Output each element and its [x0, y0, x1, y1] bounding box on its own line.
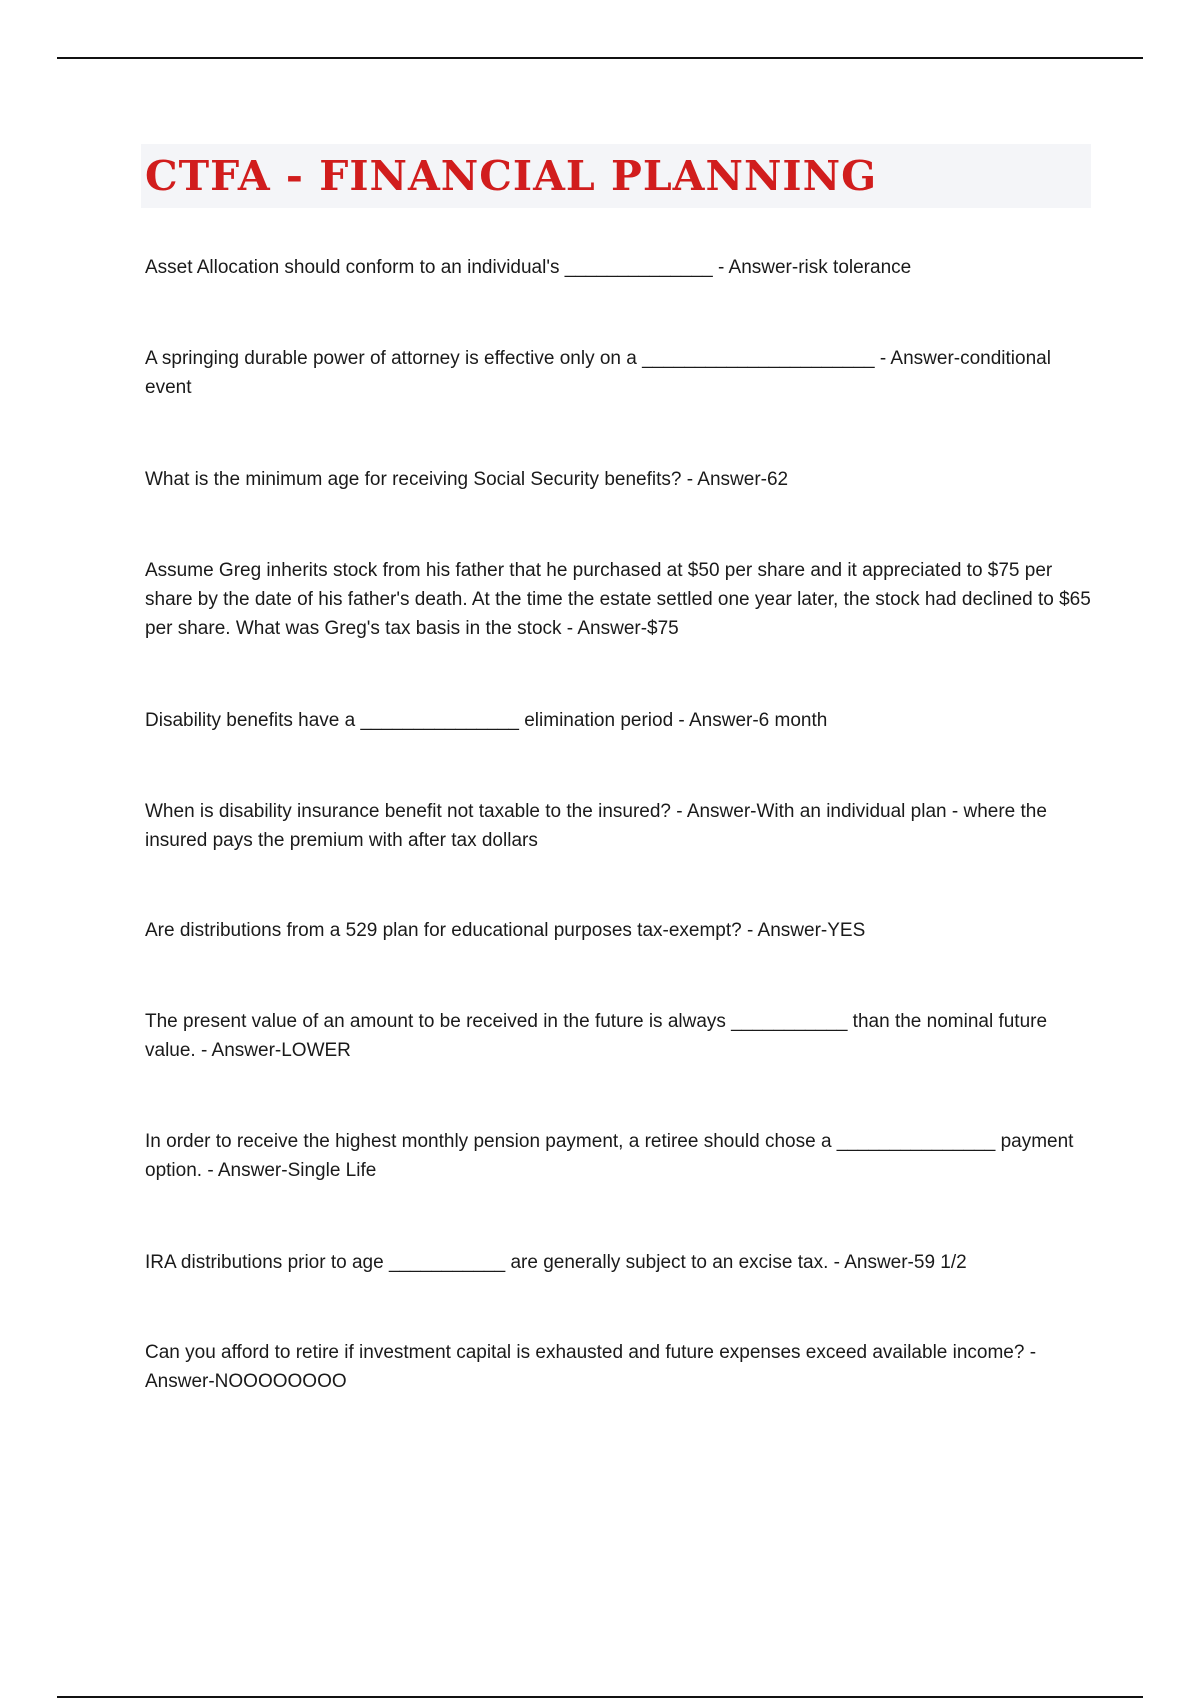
qa-item: IRA distributions prior to age ___________ are generally subject to an excise tax. - Answer-59 1/2 — [145, 1252, 967, 1273]
qa-item: Are distributions from a 529 plan for educational purposes tax-exempt? - Answer-YES — [145, 920, 866, 941]
qa-item: What is the minimum age for receiving Social Security benefits? - Answer-62 — [145, 469, 789, 490]
qa-item: Disability benefits have a _______________ elimination period - Answer-6 month — [145, 710, 828, 731]
bottom-divider — [57, 1696, 1143, 1698]
document-title: CTFA - FINANCIAL PLANNING — [145, 151, 878, 200]
qa-item: When is disability insurance benefit not taxable to the insured? - Answer-With an individual plan - where the insured pays the premium with after tax dollars — [145, 801, 1047, 851]
qa-item: Can you afford to retire if investment capital is exhausted and future expenses exceed available income? - Answer-NOOOOOOOO — [145, 1342, 1037, 1392]
qa-item: A springing durable power of attorney is effective only on a ______________________ - Answer-conditional event — [145, 348, 1051, 398]
qa-item: Assume Greg inherits stock from his father that he purchased at $50 per share and it appreciated to $75 per share by the date of his father's death. At the time the estate settled one year later, the stock had declined to $65 per share. What was Greg's tax basis in the stock - Answer-$75 — [145, 560, 1091, 639]
qa-item: The present value of an amount to be received in the future is always ___________ than the nominal future value. - Answer-LOWER — [145, 1011, 1048, 1061]
top-divider — [57, 57, 1143, 59]
qa-item: In order to receive the highest monthly pension payment, a retiree should chose a _______________ payment option. - Answer-Single Life — [145, 1131, 1074, 1181]
qa-item: Asset Allocation should conform to an individual's ______________ - Answer-risk tolerance — [145, 257, 912, 278]
title-banner — [141, 144, 1091, 208]
